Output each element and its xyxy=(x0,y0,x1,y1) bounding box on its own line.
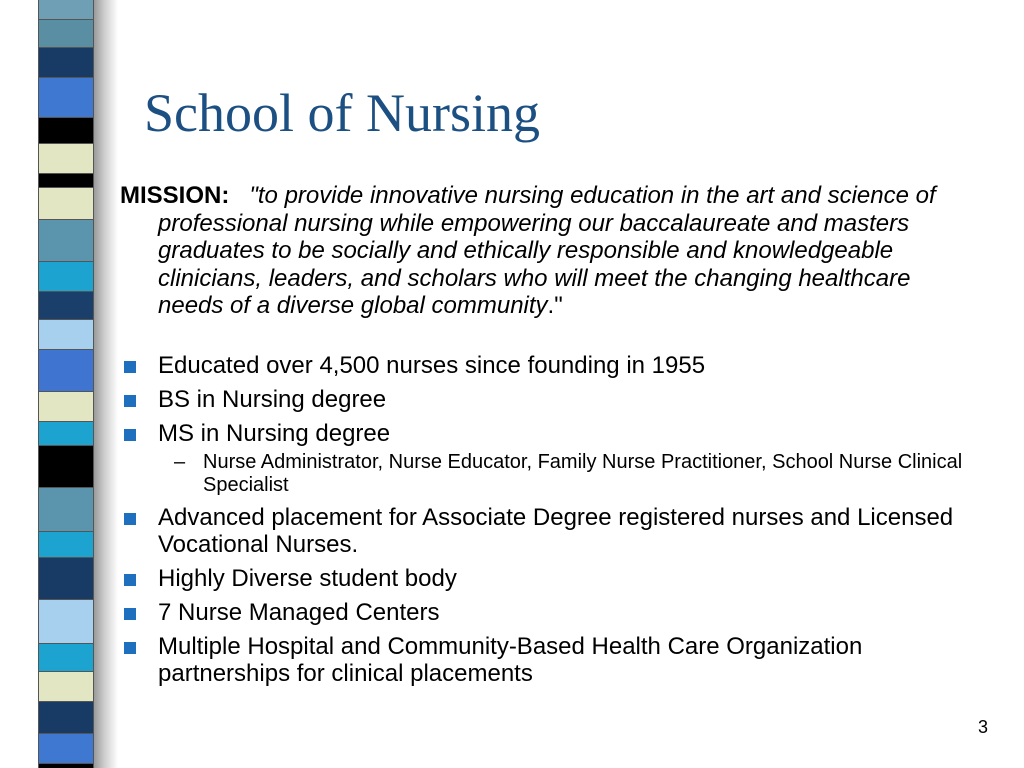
list-item-text: Advanced placement for Associate Degree registered nurses and Licensed Vocational Nurses. xyxy=(158,503,954,558)
stripe-segment xyxy=(39,532,93,558)
stripe-segment xyxy=(39,392,93,422)
dash-bullet: – xyxy=(174,450,186,473)
stripe-segment xyxy=(39,600,93,644)
stripe-segment xyxy=(39,422,93,446)
stripe-segment xyxy=(39,734,93,764)
stripe-segment xyxy=(39,188,93,220)
mission-quote: "to provide innovative nursing education in the art and science of professional nursing while empowering our baccalaureate and masters graduates to be socially and ethically responsible and knowledgeable clinicians, leaders, and scholars who will meet the changing healthcare needs of a diverse global community xyxy=(158,182,936,319)
stripe-segment xyxy=(39,292,93,320)
bullet-list xyxy=(120,352,980,687)
mission-quote-end: ." xyxy=(547,292,563,319)
stripe-segment xyxy=(39,702,93,734)
list-item-text: Multiple Hospital and Community-Based Health Care Organization partnerships for clinical placements xyxy=(158,632,863,687)
stripe-segment xyxy=(39,320,93,350)
list-item-text: MS in Nursing degree xyxy=(158,419,391,447)
list-item-text: 7 Nurse Managed Centers xyxy=(158,598,440,626)
stripe-segment xyxy=(39,78,93,118)
stripe-segment xyxy=(39,118,93,144)
stripe-segment xyxy=(39,350,93,392)
stripe-segment xyxy=(39,262,93,292)
square-bullet-icon xyxy=(124,395,136,407)
square-bullet-icon xyxy=(124,361,136,373)
list-item xyxy=(120,599,980,626)
list-item-text: Highly Diverse student body xyxy=(158,564,457,592)
stripe-shadow xyxy=(94,0,118,768)
mission-statement xyxy=(120,182,980,320)
square-bullet-icon xyxy=(124,429,136,441)
list-item-text: Educated over 4,500 nurses since founding in 1955 xyxy=(158,351,706,379)
slide-content xyxy=(120,182,980,694)
stripe-segment xyxy=(39,144,93,174)
list-item xyxy=(120,633,980,687)
stripe-segment xyxy=(39,220,93,262)
decorative-stripe-bar xyxy=(38,0,94,768)
stripe-segment xyxy=(39,446,93,488)
sub-list-item xyxy=(158,451,980,497)
sub-bullet-list xyxy=(158,451,980,497)
square-bullet-icon xyxy=(124,642,136,654)
mission-label: MISSION: xyxy=(120,182,230,209)
stripe-segment xyxy=(39,558,93,600)
list-item xyxy=(120,504,980,558)
sub-list-item-text: Nurse Administrator, Nurse Educator, Family Nurse Practitioner, School Nurse Clinical Specialist xyxy=(203,450,963,496)
stripe-segment xyxy=(39,672,93,702)
stripe-segment xyxy=(39,0,93,20)
slide-title: School of Nursing xyxy=(144,83,540,143)
list-item xyxy=(120,386,980,413)
stripe-segment xyxy=(39,644,93,672)
page-number: 3 xyxy=(977,717,988,737)
square-bullet-icon xyxy=(124,574,136,586)
stripe-segment xyxy=(39,764,93,768)
stripe-segment xyxy=(39,20,93,48)
list-item-text: BS in Nursing degree xyxy=(158,385,387,413)
list-item xyxy=(120,565,980,592)
stripe-segment xyxy=(39,174,93,188)
list-item xyxy=(120,352,980,379)
stripe-segment xyxy=(39,48,93,78)
square-bullet-icon xyxy=(124,513,136,525)
list-item xyxy=(120,420,980,497)
square-bullet-icon xyxy=(124,608,136,620)
stripe-segment xyxy=(39,488,93,532)
